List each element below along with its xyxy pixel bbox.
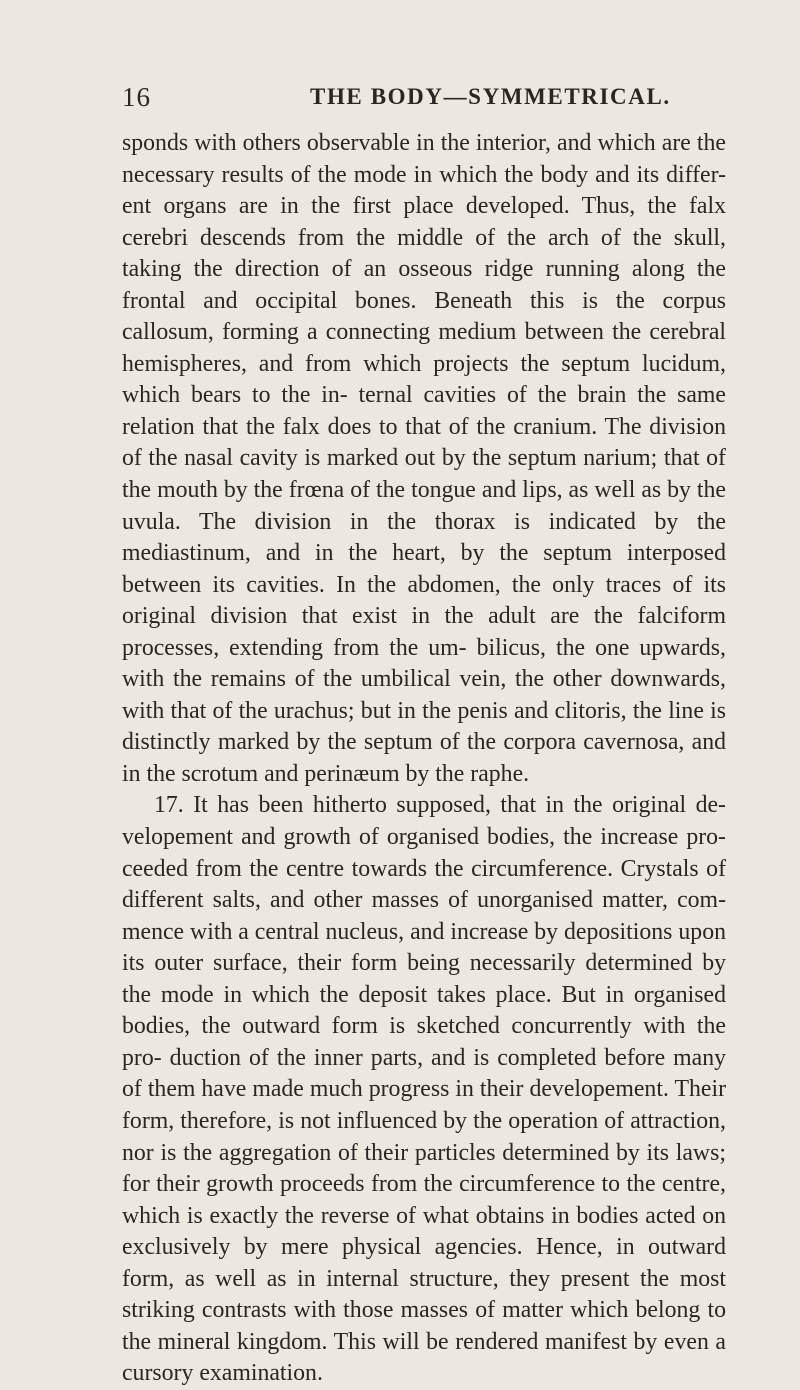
paragraph-continued: sponds with others observable in the interior, and which are the necessary results of the mode in which the body and its differ- ent organs are in the first place developed. Thus, the falx cerebri descends from the middle of the arch of the skull, taking the direction of an osseous ridge running along the frontal and occipital bones. Beneath this is the corpus callosum, forming a connecting medium between the cerebral hemispheres, and from which projects the septum lucidum, which bears to the in- ternal cavities of the brain the same relation that the falx does to that of the cranium. The division of the nasal cavity is marked out by the septum narium; that of the mouth by the frœna of the tongue and lips, as well as by the uvula. The division in the thorax is indicated by the mediastinum, and in the heart, by the septum interposed between its cavities. In the abdomen, the only traces of its original division that exist in the adult are the falciform processes, extending from the um- bilicus, the one upwards, with the remains of the umbilical vein, the other downwards, with that of the urachus; but in the penis and clitoris, the line is distinctly marked by the septum of the corpora cavernosa, and in the scrotum and perinæum by the raphe. [122, 130, 726, 787]
text-block [122, 128, 726, 1390]
header-title: THE BODY—SYMMETRICAL. [310, 84, 671, 109]
page-number: 16 [122, 82, 151, 112]
paragraph-17: 17. It has been hitherto supposed, that in the original de- velopement and growth of organised bodies, the increase pro- ceeded from the centre towards the circumference. Crystals of different salts, and other masses of unorganised matter, com- mence with a central nucleus, and increase by depositions upon its outer surface, their form being necessarily determined by the mode in which the deposit takes place. But in organised bodies, the outward form is sketched concurrently with the pro- duction of the inner parts, and is completed before many of them have made much progress in their developement. Their form, therefore, is not influenced by the operation of attraction, nor is the aggregation of their particles determined by its laws; for their growth proceeds from the circumference to the centre, which is exactly the reverse of what obtains in bodies acted on exclusively by mere physical agencies. Hence, in outward form, as well as in internal structure, they present the most striking contrasts with those masses of matter which belong to the mineral kingdom. This will be rendered manifest by even a cursory examination. [122, 792, 726, 1387]
running-head [122, 82, 724, 116]
